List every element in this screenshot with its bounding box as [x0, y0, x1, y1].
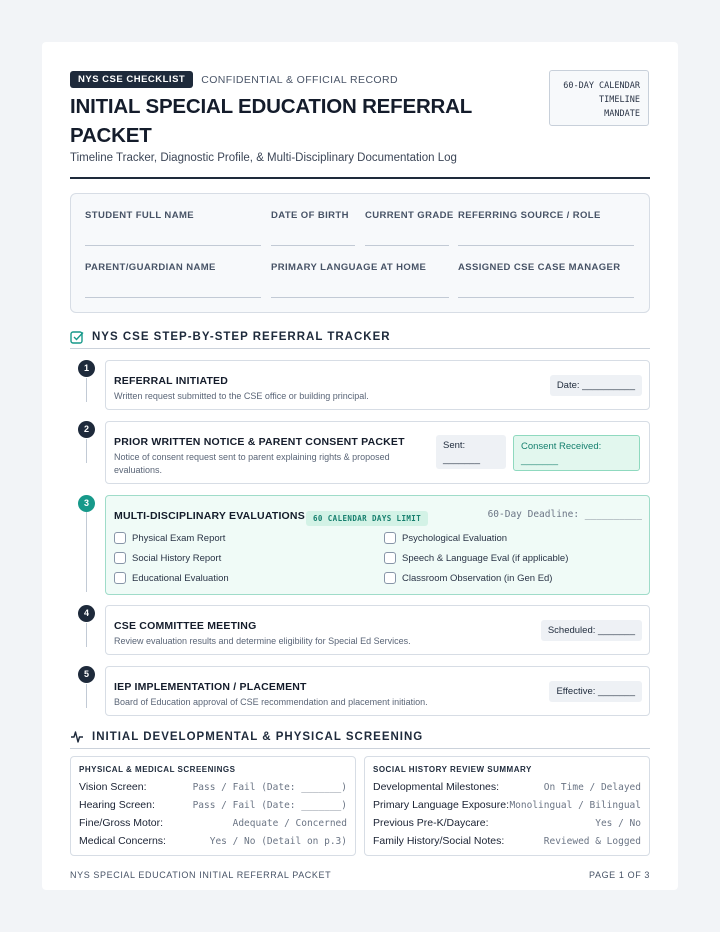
- checklist-label: Classroom Observation (in Gen Ed): [402, 572, 553, 584]
- checklist-item[interactable]: [384, 572, 552, 584]
- checkbox[interactable]: [384, 572, 396, 584]
- row-value: On Time / Delayed: [543, 782, 641, 793]
- consent-blank: _______: [521, 455, 558, 466]
- checklist-item[interactable]: [114, 572, 229, 584]
- checkbox[interactable]: [114, 572, 126, 584]
- screening-row: [373, 781, 641, 793]
- step-card-evaluations: [105, 495, 650, 595]
- checklist-item[interactable]: [384, 552, 568, 564]
- grade-field[interactable]: [365, 245, 449, 246]
- scheduled-date-field[interactable]: Scheduled: _______: [541, 620, 642, 641]
- checkbox[interactable]: [384, 552, 396, 564]
- step-title: IEP IMPLEMENTATION / PLACEMENT: [114, 681, 307, 693]
- screening-row: [373, 799, 641, 811]
- step-number: 5: [78, 666, 95, 683]
- screening-row: [79, 817, 347, 829]
- language-field[interactable]: [271, 297, 449, 298]
- step-description: Review evaluation results and determine eligibility for Special Ed Services.: [114, 636, 411, 646]
- row-value: Yes / No (Detail on p.3): [209, 836, 347, 847]
- timeline-mandate-stamp: [549, 70, 649, 126]
- document-page: [42, 42, 678, 890]
- row-label: Fine/Gross Motor:: [79, 817, 164, 829]
- guardian-field[interactable]: [85, 297, 261, 298]
- effective-date-field[interactable]: Effective: _______: [549, 681, 642, 702]
- row-value: Pass / Fail (Date: _______): [192, 800, 347, 811]
- deadline-field[interactable]: 60-Day Deadline: __________: [487, 509, 642, 520]
- sent-label: Sent:: [443, 440, 466, 451]
- page-subtitle: Timeline Tracker, Diagnostic Profile, & Multi-Disciplinary Documentation Log: [70, 152, 457, 164]
- tracker-divider: [70, 348, 650, 349]
- checklist-label: Psychological Evaluation: [402, 532, 508, 544]
- step-card-committee-meeting: [105, 605, 650, 655]
- step-card-iep-placement: [105, 666, 650, 716]
- timeline-connector: [86, 439, 87, 463]
- field-label-case-manager: ASSIGNED CSE CASE MANAGER: [458, 262, 621, 273]
- timeline-connector: [86, 684, 87, 708]
- stamp-line: 60-DAY CALENDAR: [563, 81, 640, 91]
- screening-row: [79, 781, 347, 793]
- calendar-limit-badge: 60 CALENDAR DAYS LIMIT: [306, 511, 428, 526]
- sent-blank: _______: [443, 454, 480, 465]
- checkbox-check-icon: [70, 330, 84, 344]
- dob-field[interactable]: [271, 245, 355, 246]
- tracker-heading: [70, 330, 391, 344]
- header-divider: [70, 177, 650, 179]
- case-manager-field[interactable]: [458, 297, 634, 298]
- page-number: PAGE 1 OF 3: [589, 870, 650, 880]
- row-label: Primary Language Exposure:: [373, 799, 509, 811]
- checklist-label: Speech & Language Eval (if applicable): [402, 552, 569, 564]
- checklist-item[interactable]: [384, 532, 507, 544]
- timeline-connector: [86, 378, 87, 402]
- row-value: Pass / Fail (Date: _______): [192, 782, 347, 793]
- student-info-box: [70, 193, 650, 313]
- confidential-label: CONFIDENTIAL & OFFICIAL RECORD: [201, 73, 398, 86]
- row-label: Previous Pre-K/Daycare:: [373, 817, 489, 829]
- row-value: Adequate / Concerned: [232, 818, 347, 829]
- panel-title: SOCIAL HISTORY REVIEW SUMMARY: [373, 765, 532, 774]
- physical-medical-panel: [70, 756, 356, 856]
- step-title: CSE COMMITTEE MEETING: [114, 620, 257, 632]
- panel-title: PHYSICAL & MEDICAL SCREENINGS: [79, 765, 236, 774]
- checklist-badge: NYS CSE CHECKLIST: [70, 71, 193, 88]
- stamp-line: MANDATE: [604, 109, 640, 119]
- field-label-grade: CURRENT GRADE: [365, 210, 454, 221]
- screening-heading-text: INITIAL DEVELOPMENTAL & PHYSICAL SCREENING: [92, 731, 424, 743]
- step-description: Board of Education approval of CSE recommendation and placement initiation.: [114, 697, 428, 707]
- field-label-referring-source: REFERRING SOURCE / ROLE: [458, 210, 601, 221]
- row-value: Monolingual / Bilingual: [509, 800, 641, 811]
- checklist-label: Educational Evaluation: [132, 572, 229, 584]
- row-value: Reviewed & Logged: [543, 836, 641, 847]
- row-label: Medical Concerns:: [79, 835, 166, 847]
- step-number: 3: [78, 495, 95, 512]
- field-label-language: PRIMARY LANGUAGE AT HOME: [271, 262, 427, 273]
- checkbox[interactable]: [114, 552, 126, 564]
- step-number: 2: [78, 421, 95, 438]
- step-title: MULTI-DISCIPLINARY EVALUATIONS: [114, 510, 305, 522]
- stamp-line: TIMELINE: [599, 95, 640, 105]
- social-history-panel: [364, 756, 650, 856]
- screening-heading: [70, 730, 423, 744]
- row-label: Family History/Social Notes:: [373, 835, 505, 847]
- screening-row: [373, 835, 641, 847]
- screening-row: [79, 799, 347, 811]
- consent-received-field[interactable]: [513, 435, 640, 471]
- checkbox[interactable]: [384, 532, 396, 544]
- activity-pulse-icon: [70, 730, 84, 744]
- field-label-student-name: STUDENT FULL NAME: [85, 210, 195, 221]
- step-number: 4: [78, 605, 95, 622]
- sent-date-field[interactable]: [436, 435, 506, 469]
- row-label: Developmental Milestones:: [373, 781, 500, 793]
- screening-divider: [70, 748, 650, 749]
- step-title: PRIOR WRITTEN NOTICE & PARENT CONSENT PACKET: [114, 436, 405, 448]
- page-title: INITIAL SPECIAL EDUCATION REFERRAL PACKET: [70, 95, 472, 147]
- screening-row: [79, 835, 347, 847]
- checklist-item[interactable]: [114, 532, 225, 544]
- checklist-label: Physical Exam Report: [132, 532, 226, 544]
- checkbox[interactable]: [114, 532, 126, 544]
- tracker-heading-text: NYS CSE STEP-BY-STEP REFERRAL TRACKER: [92, 331, 391, 343]
- footer-title: NYS SPECIAL EDUCATION INITIAL REFERRAL PACKET: [70, 870, 332, 880]
- row-label: Vision Screen:: [79, 781, 147, 793]
- field-label-dob: DATE OF BIRTH: [271, 210, 349, 221]
- step-card-consent-packet: [105, 421, 650, 484]
- referring-source-field[interactable]: [458, 245, 634, 246]
- row-value: Yes / No: [595, 818, 641, 829]
- field-label-guardian: PARENT/GUARDIAN NAME: [85, 262, 216, 273]
- timeline-connector: [86, 512, 87, 592]
- step-description: Notice of consent request sent to parent explaining rights & proposed evaluations.: [114, 452, 390, 475]
- timeline-connector: [86, 623, 87, 647]
- step-title: REFERRAL INITIATED: [114, 375, 229, 387]
- checklist-item[interactable]: [114, 552, 221, 564]
- consent-label: Consent Received:: [521, 441, 602, 452]
- screening-row: [373, 817, 641, 829]
- step-number: 1: [78, 360, 95, 377]
- student-name-field[interactable]: [85, 245, 261, 246]
- row-label: Hearing Screen:: [79, 799, 155, 811]
- step-card-referral-initiated: [105, 360, 650, 410]
- referral-date-field[interactable]: Date: __________: [550, 375, 642, 396]
- step-description: Written request submitted to the CSE office or building principal.: [114, 391, 369, 401]
- checklist-label: Social History Report: [132, 552, 222, 564]
- header-badge-row: [70, 71, 398, 88]
